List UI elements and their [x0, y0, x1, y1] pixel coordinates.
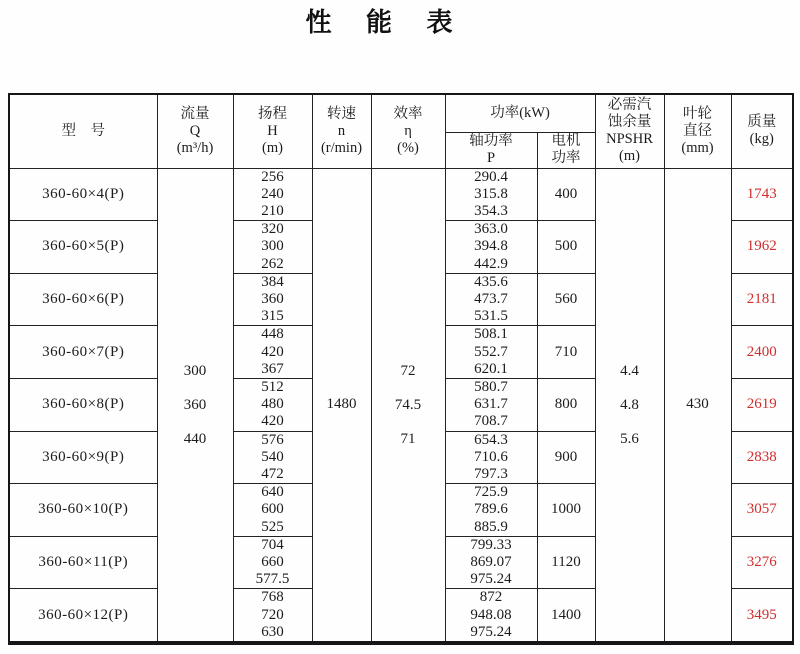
motor-power-cell: 1400: [537, 589, 595, 643]
head-value: 210: [261, 202, 284, 219]
head-value: 472: [261, 465, 284, 482]
shaft-power-cell: [445, 484, 537, 537]
mass-cell: 3495: [731, 589, 793, 643]
shaft-power-value: 797.3: [474, 465, 508, 482]
performance-table: [8, 93, 794, 645]
flow-value: 300: [183, 362, 207, 379]
motor-power-cell: 500: [537, 221, 595, 274]
shaft-power-value: 654.3: [474, 431, 508, 448]
mass-cell: 1962: [731, 221, 793, 274]
col-header-power-group-label: 功率(kW): [490, 104, 550, 121]
model-cell: 360-60×8(P): [9, 378, 157, 431]
head-value: 720: [261, 606, 284, 623]
head-value: 420: [261, 413, 284, 430]
col-header-impeller-line: 直径: [683, 122, 712, 139]
shaft-power-value: 799.33: [470, 536, 512, 553]
col-header-head: [233, 94, 312, 168]
model-cell: 360-60×12(P): [9, 589, 157, 643]
model-cell: 360-60×6(P): [9, 273, 157, 326]
col-header-head-line: H: [267, 122, 278, 139]
shaft-power-value: 315.8: [474, 185, 508, 202]
motor-power-cell: 710: [537, 326, 595, 379]
head-value: 320: [261, 221, 284, 238]
efficiency-span-cell: [371, 168, 445, 643]
shaft-power-value: 631.7: [474, 396, 508, 413]
model-cell: 360-60×5(P): [9, 221, 157, 274]
shaft-power-value: 531.5: [474, 308, 508, 325]
col-header-npshr-line: 蚀余量: [607, 114, 652, 131]
table-body: [9, 168, 793, 643]
col-header-flow-line: 流量: [180, 105, 210, 122]
col-header-shaft-power: [445, 132, 537, 168]
shaft-power-cell: [445, 589, 537, 643]
mass-cell: 2619: [731, 378, 793, 431]
col-header-npshr: [595, 94, 664, 168]
shaft-power-value: 885.9: [474, 518, 508, 535]
shaft-power-cell: [445, 168, 537, 221]
shaft-power-value: 708.7: [474, 413, 508, 430]
shaft-power-value: 789.6: [474, 501, 508, 518]
col-header-impeller: [664, 94, 731, 168]
flow-span-cell: [157, 168, 233, 643]
col-header-model: [9, 94, 157, 168]
head-cell: [233, 589, 312, 643]
col-header-shaft-power-line: P: [486, 150, 496, 166]
shaft-power-value: 473.7: [474, 290, 508, 307]
mass-cell: 3276: [731, 536, 793, 589]
head-value: 576: [261, 431, 284, 448]
head-value: 768: [261, 589, 284, 606]
npshr-value: 4.8: [620, 396, 639, 413]
head-value: 367: [261, 360, 284, 377]
table-header: [9, 94, 793, 168]
shaft-power-cell: [445, 536, 537, 589]
mass-cell: 2838: [731, 431, 793, 484]
col-header-flow-line: Q: [189, 122, 201, 139]
shaft-power-value: 580.7: [474, 378, 508, 395]
head-value: 512: [261, 378, 284, 395]
col-header-flow-line: (m³/h): [176, 139, 214, 156]
head-value: 240: [261, 185, 284, 202]
shaft-power-value: 442.9: [474, 255, 508, 272]
table-row: [9, 168, 793, 221]
shaft-power-cell: [445, 431, 537, 484]
speed-span-cell: [312, 168, 371, 643]
col-header-head-line: 扬程: [258, 105, 287, 122]
col-header-speed-line: (r/min): [320, 139, 363, 156]
motor-power-cell: 400: [537, 168, 595, 221]
shaft-power-value: 948.08: [470, 606, 512, 623]
shaft-power-value: 394.8: [474, 238, 508, 255]
col-header-flow: [157, 94, 233, 168]
head-value: 315: [261, 308, 284, 325]
shaft-power-value: 290.4: [474, 168, 508, 185]
mass-cell: 1743: [731, 168, 793, 221]
head-cell: [233, 273, 312, 326]
col-header-head-line: (m): [262, 139, 283, 156]
head-value: 300: [261, 238, 284, 255]
head-cell: [233, 484, 312, 537]
npshr-value: 5.6: [620, 430, 639, 447]
head-value: 262: [261, 255, 284, 272]
efficiency-value: 74.5: [394, 396, 422, 413]
head-value: 704: [261, 536, 284, 553]
efficiency-value: 72: [400, 362, 416, 379]
head-value: 540: [261, 448, 284, 465]
head-cell: [233, 221, 312, 274]
col-header-efficiency-line: η: [404, 122, 412, 139]
model-cell: 360-60×9(P): [9, 431, 157, 484]
head-value: 420: [261, 343, 284, 360]
head-value: 577.5: [255, 571, 290, 588]
col-header-mass-line: 质量: [747, 114, 777, 131]
model-cell: 360-60×4(P): [9, 168, 157, 221]
head-cell: [233, 431, 312, 484]
col-header-efficiency: [371, 94, 445, 168]
head-value: 360: [261, 290, 284, 307]
shaft-power-value: 552.7: [474, 343, 508, 360]
mass-cell: 2400: [731, 326, 793, 379]
motor-power-cell: 800: [537, 378, 595, 431]
shaft-power-value: 975.24: [470, 571, 512, 588]
shaft-power-cell: [445, 221, 537, 274]
col-header-motor-power-line: 电机: [551, 133, 581, 149]
col-header-power-group: [445, 94, 595, 132]
shaft-power-cell: [445, 378, 537, 431]
shaft-power-value: 508.1: [474, 326, 508, 343]
col-header-motor-power: [537, 132, 595, 168]
model-cell: 360-60×11(P): [9, 536, 157, 589]
head-value: 384: [261, 273, 284, 290]
head-cell: [233, 168, 312, 221]
head-cell: [233, 326, 312, 379]
motor-power-cell: 900: [537, 431, 595, 484]
col-header-speed-line: 转速: [327, 105, 356, 122]
shaft-power-value: 354.3: [474, 202, 508, 219]
head-value: 525: [261, 518, 284, 535]
shaft-power-value: 725.9: [474, 484, 508, 501]
head-value: 640: [261, 484, 284, 501]
shaft-power-value: 363.0: [474, 221, 508, 238]
model-cell: 360-60×7(P): [9, 326, 157, 379]
head-value: 600: [261, 501, 284, 518]
col-header-npshr-line: 必需汽: [607, 97, 652, 114]
flow-value: 440: [183, 430, 207, 447]
shaft-power-cell: [445, 273, 537, 326]
head-cell: [233, 378, 312, 431]
col-header-npshr-line: (m): [619, 148, 640, 165]
col-header-motor-power-line: 功率: [551, 150, 581, 166]
page-title: 性 能 表: [305, 8, 467, 37]
head-value: 256: [261, 168, 284, 185]
col-header-mass-line: (kg): [749, 131, 774, 148]
shaft-power-value: 435.6: [474, 273, 508, 290]
col-header-npshr-line: NPSHR: [606, 131, 653, 148]
shaft-power-value: 710.6: [474, 448, 508, 465]
col-header-speed: [312, 94, 371, 168]
speed-value: 1480: [326, 396, 357, 413]
motor-power-cell: 1000: [537, 484, 595, 537]
col-header-efficiency-line: 效率: [393, 105, 423, 122]
npshr-span-cell: [595, 168, 664, 643]
col-header-model-label: 型 号: [61, 122, 105, 139]
impeller-value: 430: [686, 396, 709, 413]
shaft-power-value: 620.1: [474, 360, 508, 377]
col-header-efficiency-line: (%): [397, 139, 419, 156]
model-cell: 360-60×10(P): [9, 484, 157, 537]
impeller-span-cell: [664, 168, 731, 643]
col-header-mass: [731, 94, 793, 168]
mass-cell: 2181: [731, 273, 793, 326]
shaft-power-value: 975.24: [470, 623, 512, 640]
shaft-power-cell: [445, 326, 537, 379]
head-value: 480: [261, 396, 284, 413]
col-header-speed-line: n: [337, 122, 346, 139]
col-header-impeller-line: 叶轮: [683, 105, 712, 122]
mass-cell: 3057: [731, 484, 793, 537]
efficiency-value: 71: [400, 430, 416, 447]
head-value: 448: [261, 326, 284, 343]
col-header-shaft-power-line: 轴功率: [469, 133, 513, 149]
flow-value: 360: [183, 396, 207, 413]
col-header-impeller-line: (mm): [681, 139, 714, 156]
shaft-power-value: 869.07: [470, 553, 512, 570]
shaft-power-value: 872: [479, 589, 503, 606]
head-cell: [233, 536, 312, 589]
npshr-value: 4.4: [620, 362, 639, 379]
head-value: 630: [261, 623, 284, 640]
motor-power-cell: 560: [537, 273, 595, 326]
head-value: 660: [261, 553, 284, 570]
motor-power-cell: 1120: [537, 536, 595, 589]
